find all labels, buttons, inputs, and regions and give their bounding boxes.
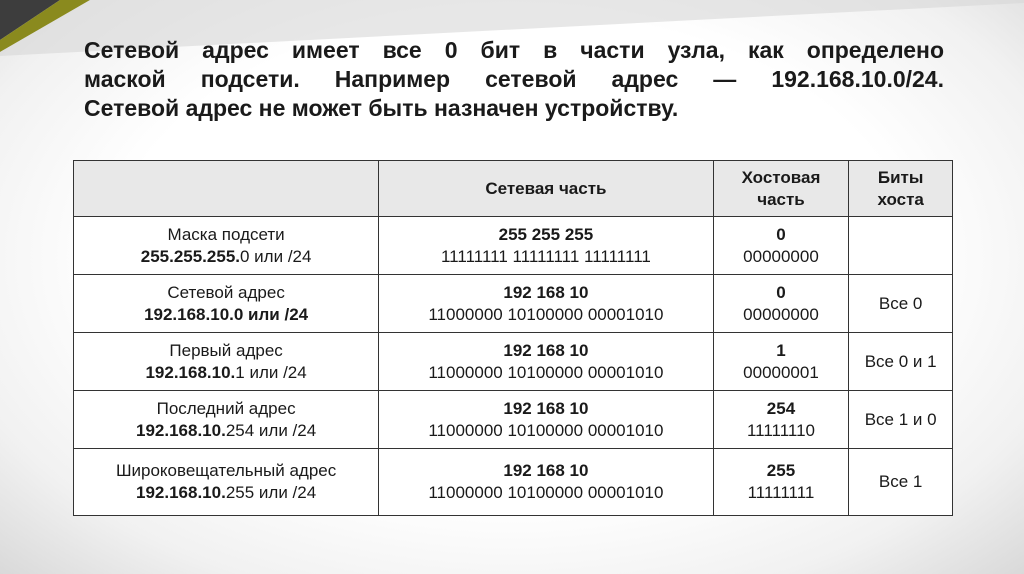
network-binary: 11000000 10100000 00001010 [428, 362, 664, 382]
header-empty-cell [74, 161, 379, 217]
row-address: 192.168.10.0 или /24 [144, 304, 309, 324]
host-bits-cell: Все 0 [849, 275, 953, 333]
intro-line-3: Сетевой адрес не может быть назначен устройству. [84, 95, 679, 121]
intro-paragraph [84, 36, 944, 123]
row-label-cell [74, 391, 379, 449]
network-part-cell [379, 449, 713, 516]
table-row-first-address [74, 333, 953, 391]
header-host-bits: Биты хоста [849, 161, 953, 217]
network-part-cell [379, 217, 713, 275]
table-row-broadcast-address [74, 449, 953, 516]
host-bits-cell: Все 0 и 1 [849, 333, 953, 391]
row-name: Первый адрес [169, 340, 283, 360]
host-binary: 11111110 [746, 420, 816, 440]
network-binary: 11000000 10100000 00001010 [428, 304, 664, 324]
intro-line-1: Сетевой адрес имеет все 0 бит в части узла, как определено [84, 37, 944, 63]
table-row-network-address [74, 275, 953, 333]
row-name: Сетевой адрес [167, 282, 285, 302]
host-binary: 00000001 [743, 362, 819, 382]
row-name: Последний адрес [156, 398, 296, 418]
row-label-cell [74, 449, 379, 516]
network-binary: 11000000 10100000 00001010 [428, 483, 664, 502]
host-decimal: 1 [776, 340, 786, 360]
host-part-cell [713, 217, 849, 275]
network-decimal: 192 168 10 [503, 461, 589, 480]
table-row-subnet-mask [74, 217, 953, 275]
host-binary: 11111111 [747, 483, 815, 502]
address-table [73, 160, 953, 516]
host-part-cell [713, 449, 849, 516]
network-part-cell [379, 333, 713, 391]
network-decimal: 192 168 10 [503, 340, 589, 360]
row-address: 255.255.255.0 или /24 [140, 246, 312, 266]
row-label-cell [74, 217, 379, 275]
row-address: 192.168.10.1 или /24 [145, 362, 307, 382]
row-label-cell [74, 333, 379, 391]
host-binary: 00000000 [743, 246, 819, 266]
row-name: Широковещательный адрес [115, 461, 337, 480]
host-decimal: 0 [776, 224, 786, 244]
network-part-cell [379, 391, 713, 449]
row-name: Маска подсети [167, 224, 285, 244]
row-address: 192.168.10.255 или /24 [136, 483, 317, 502]
row-address: 192.168.10.254 или /24 [136, 420, 317, 440]
network-decimal: 192 168 10 [503, 282, 589, 302]
host-bits-cell [849, 217, 953, 275]
host-decimal: 255 [766, 461, 796, 480]
header-network-part: Сетевая часть [379, 161, 713, 217]
host-part-cell [713, 391, 849, 449]
host-binary: 00000000 [743, 304, 819, 324]
network-binary: 11000000 10100000 00001010 [428, 420, 664, 440]
header-host-part: Хостовая часть [713, 161, 849, 217]
network-decimal: 192 168 10 [503, 398, 589, 418]
network-binary: 11111111 11111111 11111111 [440, 246, 651, 266]
host-part-cell [713, 333, 849, 391]
host-decimal: 254 [766, 398, 796, 418]
host-bits-cell: Все 1 [849, 449, 953, 516]
host-decimal: 0 [776, 282, 786, 302]
host-part-cell [713, 275, 849, 333]
network-decimal: 255 255 255 [498, 224, 594, 244]
row-label-cell [74, 275, 379, 333]
intro-line-2: маской подсети. Например сетевой адрес — 192.168.10.0/24. [84, 66, 944, 92]
host-bits-cell: Все 1 и 0 [849, 391, 953, 449]
network-part-cell [379, 275, 713, 333]
table-row-last-address [74, 391, 953, 449]
table-header-row [74, 161, 953, 217]
